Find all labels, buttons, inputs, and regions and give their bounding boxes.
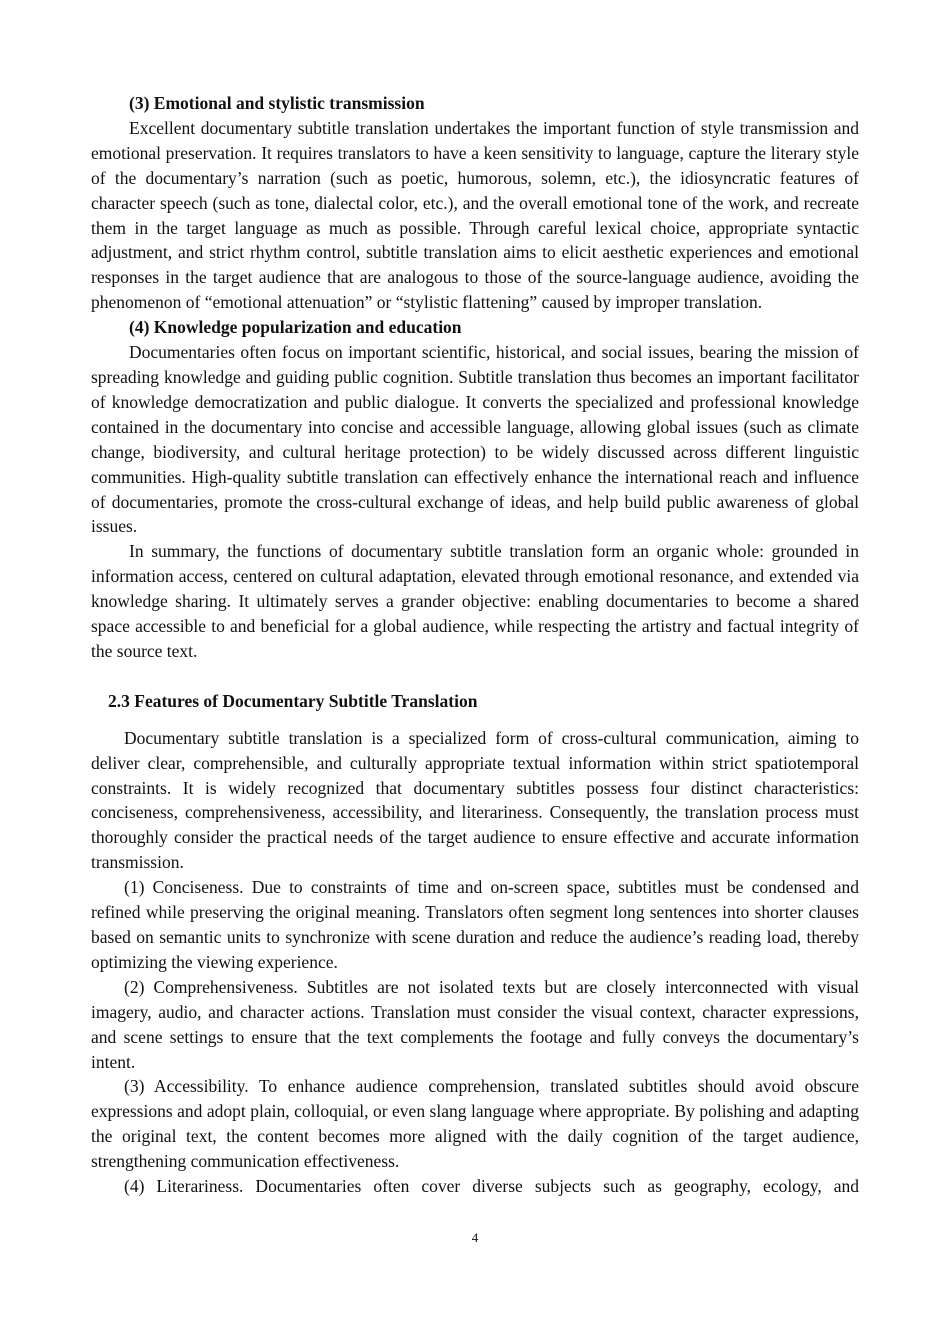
paragraph-features-intro: Documentary subtitle translation is a specialized form of cross-cultural communication, aiming to deliver clear, comprehensible, and culturally appropriate textual information within strict spatiotemporal constraints. It is widely recognized that documentary subtitles possess four distinct characteristics: conciseness, comprehensiveness, accessibility, and literariness. Consequently, the translation process must thoroughly consider the practical needs of the target audience to ensure effective and accurate information transmission. — [91, 727, 859, 873]
document-page — [91, 91, 859, 1199]
paragraph-feature-conciseness: (1) Conciseness. Due to constraints of time and on-screen space, subtitles must be condensed and refined while preserving the original meaning. Translators often segment long sentences into shorter clauses based on semantic units to synchronize with scene duration and reduce the audience’s reading load, thereby optimizing the viewing experience. — [91, 877, 859, 972]
subsection-heading-knowledge: (4) Knowledge popularization and education — [129, 317, 462, 338]
section-heading-2-3: 2.3 Features of Documentary Subtitle Translation — [108, 690, 478, 711]
paragraph-emotional-transmission: Excellent documentary subtitle translation undertakes the important function of style transmission and emotional preservation. It requires translators to have a keen sensitivity to language, capture the literary style of the documentary’s narration (such as poetic, humorous, solemn, etc.), the idiosyncratic features of character speech (such as tone, dialectal color, etc.), and the overall emotional tone of the work, and recreate them in the target language as much as possible. Through careful lexical choice, appropriate syntactic adjustment, and strict rhythm control, subtitle translation aims to elicit aesthetic experiences and emotional responses in the target audience that are analogous to those of the source-language audience, avoiding the phenomenon of “emotional attenuation” or “stylistic flattening” caused by improper translation. — [91, 117, 859, 313]
paragraph-knowledge-popularization: Documentaries often focus on important scientific, historical, and social issues, bearing the mission of spreading knowledge and guiding public cognition. Subtitle translation thus becomes an important facilitator of knowledge democratization and public dialogue. It converts the specialized and professional knowledge contained in the documentary into concise and accessible language, allowing global issues (such as climate change, biodiversity, and cultural heritage protection) to be widely discussed across different linguistic communities. High-quality subtitle translation can effectively enhance the international reach and influence of documentaries, promote the cross-cultural exchange of ideas, and help build public awareness of global issues. — [91, 342, 859, 537]
subsection-heading-emotional: (3) Emotional and stylistic transmission — [129, 93, 425, 113]
page-number: 4 — [471, 1230, 479, 1245]
paragraph-feature-literariness: (4) Literariness. Documentaries often cover diverse subjects such as geography, ecology, and — [124, 1176, 859, 1197]
paragraph-feature-accessibility: (3) Accessibility. To enhance audience comprehension, translated subtitles should avoid obscure expressions and adopt plain, colloquial, or even slang language where appropriate. By polishing and adapting the original text, the content becomes more aligned with the daily cognition of the target audience, strengthening communication effectiveness. — [91, 1076, 859, 1172]
paragraph-feature-comprehensiveness: (2) Comprehensiveness. Subtitles are not isolated texts but are closely interconnected with visual imagery, audio, and character actions. Translation must consider the visual context, character expressions, and scene settings to ensure that the text complements the footage and fully conveys the documentary’s intent. — [91, 976, 859, 1072]
paragraph-summary: In summary, the functions of documentary subtitle translation form an organic whole: grounded in information access, centered on cultural adaptation, elevated through emotional resonance, and extended via knowledge sharing. It ultimately serves a grander objective: enabling documentaries to become a shared space accessible to and beneficial for a global audience, while respecting the artistry and factual integrity of the source text. — [91, 541, 859, 661]
